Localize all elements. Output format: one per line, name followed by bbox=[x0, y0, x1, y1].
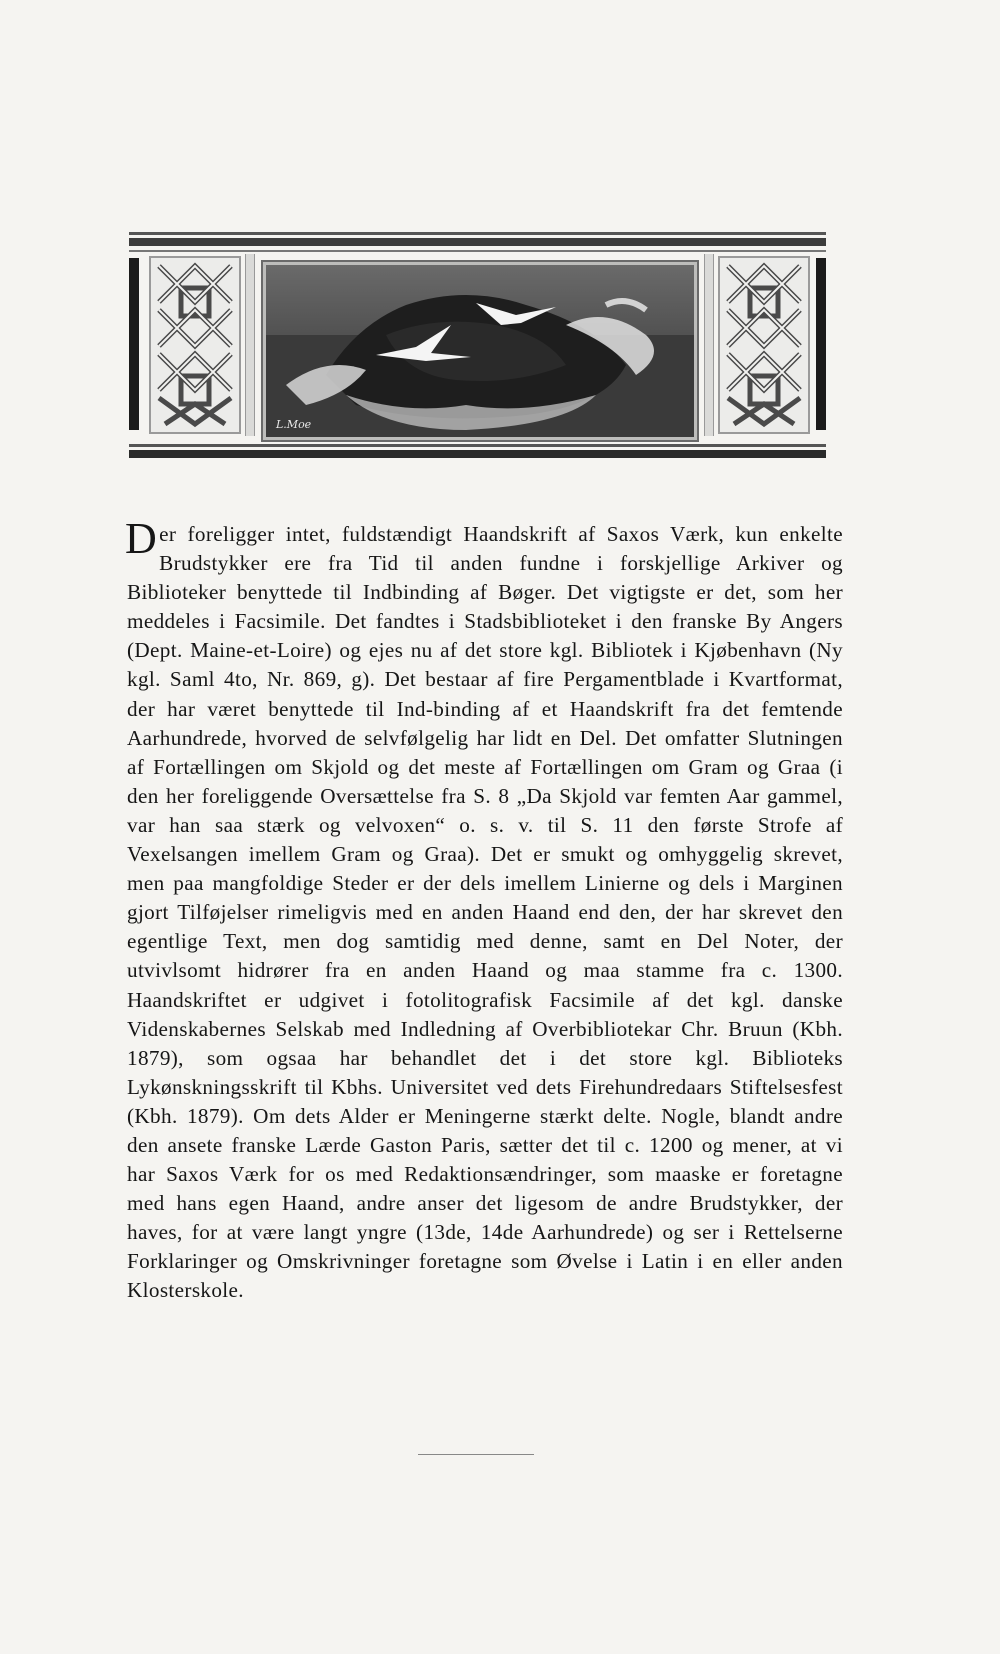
seascape-illustration bbox=[266, 265, 694, 437]
text-line: enkelte Brudstykker ere fra Tid til anden fundne i forskjellige Arkiver bbox=[159, 522, 843, 576]
text-line: Rettelserne Forklaringer og Omskrivninger foretagne som Øvelse i bbox=[127, 1220, 843, 1274]
header-side-bar bbox=[816, 258, 826, 430]
knotwork-pattern bbox=[151, 258, 239, 432]
text-line: i det store kgl. Biblioteks Lykønskningsskrift til Kbhs. Universitet bbox=[127, 1045, 843, 1099]
text-line: Latin i en eller anden Klosterskole. bbox=[127, 1249, 844, 1303]
text-line: er foreligger intet, fuldstændigt Haandskrift af Saxos Værk, kun bbox=[159, 522, 769, 546]
text-line: foreliggende Oversættelse fra S. 8 „Da Skjold var femten Aar gammel, bbox=[201, 783, 843, 808]
text-line: samt en Del Noter, der utvivlsomt hidrører fra en anden Haand og bbox=[127, 929, 843, 983]
paragraph bbox=[125, 514, 844, 1306]
text-line: er Meningerne stærkt delte. Nogle, blandt andre den ansete franske bbox=[127, 1103, 843, 1157]
text-line: dels i Marginen gjort Tilføjelser rimeligvis med en anden Haand end bbox=[127, 871, 843, 925]
text-line: Lærde Gaston Paris, sætter det til c. 1200 og mener, at vi har Saxos bbox=[127, 1132, 843, 1187]
text-line: Vexelsangen imellem Gram og Graa). Det er smukt og omhyggelig bbox=[127, 842, 763, 867]
text-line: maa stamme fra c. 1300. Haandskriftet er udgivet i fotolitografisk bbox=[127, 958, 843, 1012]
text-line: Bibliotek i Kjøbenhavn (Ny kgl. Saml 4to, Nr. 869, g). Det bestaar bbox=[127, 638, 844, 692]
footer-rule bbox=[418, 1454, 534, 1455]
header-pillar bbox=[704, 254, 714, 436]
text-line: Overbibliotekar Chr. Bruun (Kbh. 1879), som ogsaa har behandlet det bbox=[127, 1016, 843, 1070]
text-line: af fire Pergamentblade i Kvartformat, der har været benyttede til Ind- bbox=[127, 667, 843, 721]
knotwork-panel-right bbox=[718, 256, 810, 434]
text-line: binding af et Haandskrift fra det femtende Aarhundrede, hvorved de bbox=[127, 696, 844, 750]
text-line: Værk for os med Redaktionsændringer, som maaske er foretagne med bbox=[127, 1162, 843, 1216]
header-rule bbox=[129, 444, 826, 447]
seascape-painting bbox=[263, 262, 697, 440]
text-line: selvfølgelig har lidt en Del. Det omfatter Slutningen af Fortællingen bbox=[127, 725, 843, 779]
text-line: haves, for at være langt yngre (13de, 14de Aarhundrede) og ser i bbox=[127, 1220, 735, 1245]
text-line: og Biblioteker benyttede til Indbinding af Bøger. Det vigtigste er det, bbox=[127, 551, 843, 605]
header-pillar bbox=[245, 254, 255, 436]
text-line: som her meddeles i Facsimile. Det fandtes i Stadsbiblioteket i den bbox=[127, 580, 844, 634]
text-line: hans egen Haand, andre anser det ligesom de andre Brudstykker, der bbox=[176, 1191, 843, 1216]
header-rule bbox=[129, 250, 826, 252]
drop-cap: D bbox=[125, 514, 158, 563]
text-line: Facsimile af det kgl. danske Videnskabernes Selskab med Indledning af bbox=[127, 987, 843, 1041]
text-line: var han saa stærk og velvoxen“ o. s. v. til S. 11 den første Strofe af bbox=[127, 812, 843, 837]
header-side-bar bbox=[129, 258, 139, 430]
knotwork-panel-left bbox=[149, 256, 241, 434]
header-rule bbox=[129, 232, 826, 235]
text-line: ved dets Firehundredaars Stiftelsesfest (Kbh. 1879). Om dets Alder bbox=[127, 1074, 843, 1128]
header-rule bbox=[129, 450, 826, 458]
header-rule bbox=[129, 238, 826, 246]
knotwork-pattern bbox=[720, 258, 808, 432]
text-line: skrevet, men paa mangfoldige Steder er der dels imellem Linierne og bbox=[127, 842, 843, 896]
text-line: den, der har skrevet den egentlige Text, men dog samtidig med denne, bbox=[127, 900, 844, 954]
body-text bbox=[125, 514, 844, 1306]
artist-signature: L.Moe bbox=[276, 418, 312, 431]
text-line: franske By Angers (Dept. Maine-et-Loire) og ejes nu af det store kgl. bbox=[127, 609, 843, 663]
ornamental-header bbox=[129, 232, 826, 462]
text-line: om Skjold og det meste af Fortællingen om Gram og Graa (i den her bbox=[127, 754, 843, 808]
